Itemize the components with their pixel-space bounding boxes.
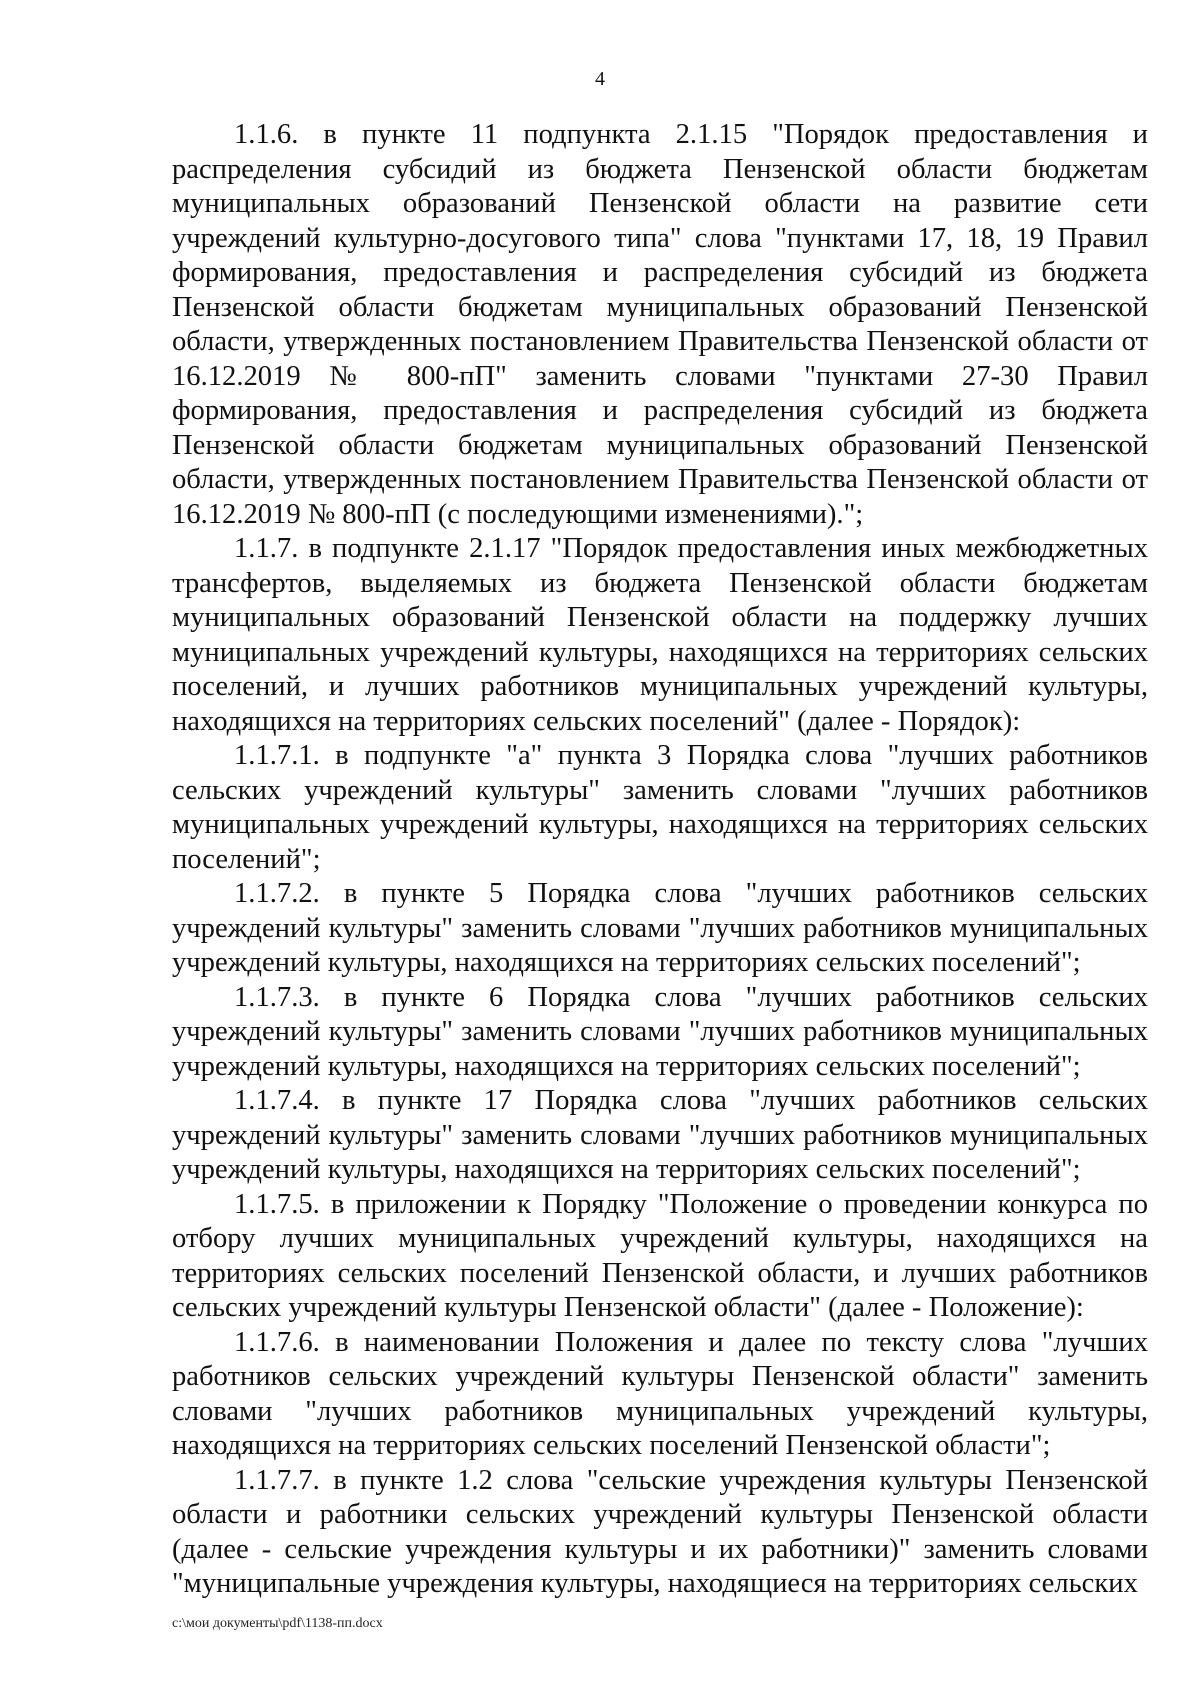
paragraph-1-1-7-1: 1.1.7.1. в подпункте "а" пункта 3 Порядка слова "лучших работников сельских учреждений культуры" заменить словами "лучших работников муниципальных учреждений культуры, находящихся на территориях сельских поселений"; — [172, 740, 1148, 875]
paragraph-1-1-7-3: 1.1.7.3. в пункте 6 Порядка слова "лучших работников сельских учреждений культуры" заменить словами "лучших работников муниципальных учреждений культуры, находящихся на территориях сельских поселений"; — [172, 981, 1148, 1082]
paragraph-1-1-7-2: 1.1.7.2. в пункте 5 Порядка слова "лучших работников сельских учреждений культуры" заменить словами "лучших работников муниципальных учреждений культуры, находящихся на территориях сельских поселений"; — [172, 878, 1148, 978]
footer-file-path: c:\мои документы\pdf\1138-пп.docx — [172, 1616, 383, 1631]
paragraph-1-1-6: 1.1.6. в пункте 11 подпункта 2.1.15 "Порядок предоставления и распределения субсидий из бюджета Пензенской области бюджетам муниципальных образований Пензенской области на развитие сети учреждений культурно-досугового типа" слова "пунктами 17, 18, 19 Правил формирования, предоставления и распределения субсидий из бюджета Пензенской области бюджетам муниципальных образований Пензенской области, утвержденных постановлением Правительства Пензенской области от 16.12.2019 № 800-пП" заменить словами "пунктами 27-30 Правил формирования, предоставления и распределения субсидий из бюджета Пензенской области бюджетам муниципальных образований Пензенской области, утвержденных постановлением Правительства Пензенской области от 16.12.2019 № 800-пП (с последующими изменениями)."; — [172, 119, 1148, 530]
paragraph-1-1-7-7: 1.1.7.7. в пункте 1.2 слова "сельские учреждения культуры Пензенской области и работники сельских учреждений культуры Пензенской области (далее - сельские учреждения культуры и их работники)" заменить словами "муниципальные учреждения культуры, находящиеся на территориях сельских — [172, 1464, 1148, 1599]
paragraph-1-1-7-6: 1.1.7.6. в наименовании Положения и далее по тексту слова "лучших работников сельских учреждений культуры Пензенской области" заменить словами "лучших работников муниципальных учреждений культуры, находящихся на территориях сельских поселений Пензенской области"; — [172, 1326, 1148, 1461]
paragraph-1-1-7-5: 1.1.7.5. в приложении к Порядку "Положение о проведении конкурса по отбору лучших муниципальных учреждений культуры, находящихся на территориях сельских поселений Пензенской области, и лучших работников сельских учреждений культуры Пензенской области" (далее - Положение): — [172, 1188, 1148, 1323]
page-number: 4 — [595, 68, 605, 90]
paragraph-1-1-7: 1.1.7. в подпункте 2.1.17 "Порядок предоставления иных межбюджетных трансфертов, выделяемых из бюджета Пензенской области бюджетам муниципальных образований Пензенской области на поддержку лучших муниципальных учреждений культуры, находящихся на территориях сельских поселений, и лучших работников муниципальных учреждений культуры, находящихся на территориях сельских поселений" (далее - Порядок): — [172, 533, 1148, 737]
document-body — [172, 118, 1148, 1602]
paragraph-1-1-7-4: 1.1.7.4. в пункте 17 Порядка слова "лучших работников сельских учреждений культуры" заменить словами "лучших работников муниципальных учреждений культуры, находящихся на территориях сельских поселений"; — [172, 1085, 1148, 1185]
